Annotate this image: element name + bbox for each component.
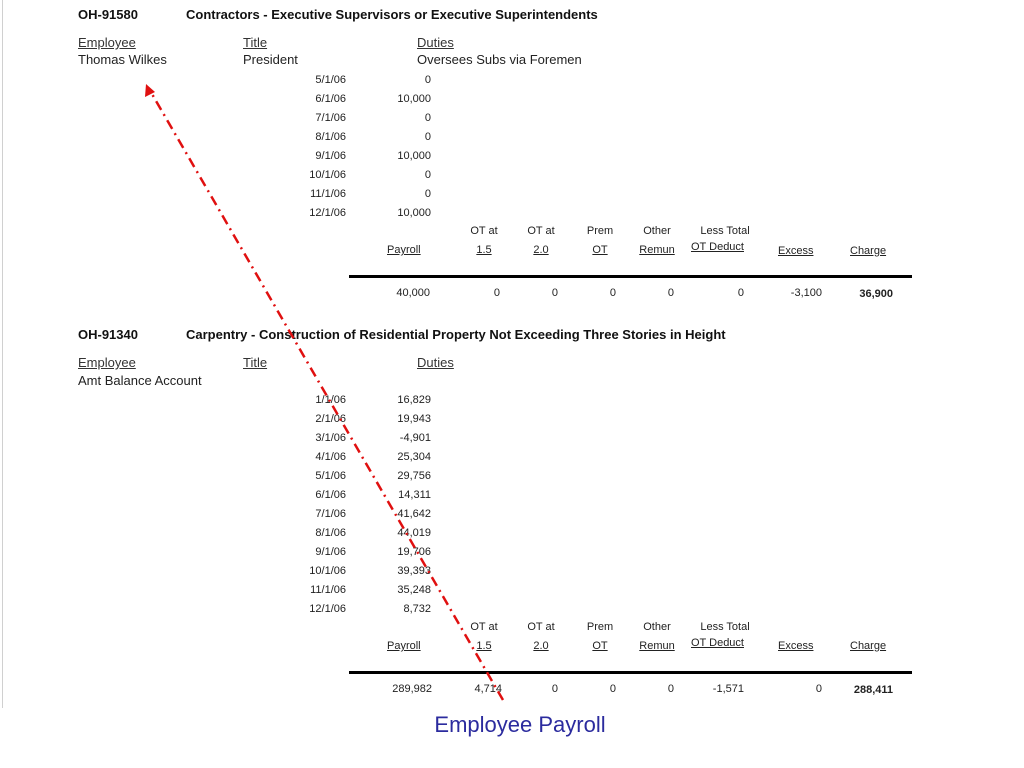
- section1-total-ot20: 0: [551, 287, 558, 299]
- section1-row-amount: 0: [424, 74, 431, 86]
- section1-row-date: 8/1/06: [315, 131, 346, 143]
- slide-caption: Employee Payroll: [434, 712, 606, 737]
- section2-row-date: 9/1/06: [315, 546, 346, 558]
- section2-row-date: 10/1/06: [309, 565, 346, 577]
- section2-row-date: 7/1/06: [315, 508, 346, 520]
- section2-col-prem-bottom: OT: [592, 640, 608, 652]
- section1-duties-header: Duties: [417, 35, 454, 50]
- section1-row-date: 11/1/06: [310, 188, 346, 200]
- section1-row-amount: 10,000: [397, 207, 431, 219]
- section2-col-other-top: Other: [643, 621, 671, 633]
- section1-title: Contractors - Executive Supervisors or Executive Superintendents: [186, 7, 598, 22]
- section2-row-amount: 19,706: [397, 546, 431, 558]
- section2-row-amount: 39,393: [397, 565, 431, 577]
- section2-total-ot15: 4,714: [474, 683, 502, 695]
- section2-duties-header: Duties: [417, 355, 454, 370]
- section1-row-date: 10/1/06: [309, 169, 346, 181]
- section1-row-date: 9/1/06: [315, 150, 346, 162]
- section1-row-date: 12/1/06: [309, 207, 346, 219]
- section2-total-other: 0: [667, 683, 674, 695]
- section2-total-ot20: 0: [551, 683, 558, 695]
- section2-row-date: 5/1/06: [315, 470, 346, 482]
- section1-col-payroll: Payroll: [387, 244, 421, 256]
- section2-row-date: 8/1/06: [315, 527, 346, 539]
- section1-col-other-top: Other: [643, 225, 671, 237]
- section2-total-payroll: 289,982: [392, 683, 432, 695]
- section1-row-date: 5/1/06: [315, 74, 346, 86]
- section2-code: OH-91340: [78, 327, 138, 342]
- section1-total-charge: 36,900: [859, 288, 893, 300]
- section1-code: OH-91580: [78, 7, 138, 22]
- section2-row-date: 12/1/06: [309, 603, 346, 615]
- section1-employee-title: President: [243, 52, 298, 67]
- section2-col-less-top: Less Total: [700, 621, 750, 633]
- section2-col-charge: Charge: [850, 640, 887, 652]
- section1-total-prem: 0: [609, 287, 616, 299]
- section1-employee-duties: Oversees Subs via Foremen: [417, 52, 582, 67]
- section2-col-other-bottom: Remun: [639, 640, 675, 652]
- section2-row-amount: 35,248: [397, 584, 431, 596]
- section1-row-amount: 0: [424, 112, 431, 124]
- section2-row-amount: 19,943: [397, 413, 431, 425]
- section2-col-ot20-bottom: 2.0: [533, 640, 549, 652]
- section2-row-amount: 14,311: [398, 489, 431, 501]
- section2-row-date: 2/1/06: [315, 413, 346, 425]
- section1-row-date: 7/1/06: [315, 112, 346, 124]
- section1-col-ot15-top: OT at: [470, 225, 498, 237]
- section2-col-ot15-bottom: 1.5: [476, 640, 492, 652]
- section2-col-payroll: Payroll: [387, 640, 421, 652]
- section2-employee-header: Employee: [78, 355, 136, 370]
- section1-col-prem-top: Prem: [586, 225, 614, 237]
- section2-row-amount: 29,756: [397, 470, 431, 482]
- annotation-dashdot-line: [152, 94, 503, 700]
- section2-title-header: Title: [243, 355, 268, 370]
- section2-title: Carpentry - Construction of Residential Property Not Exceeding Three Stories in Height: [186, 327, 726, 342]
- section2-row-amount: 25,304: [397, 451, 431, 463]
- section1-col-ot20-bottom: 2.0: [533, 244, 549, 256]
- section2-total-prem: 0: [609, 683, 616, 695]
- section1-row-amount: 10,000: [397, 93, 431, 105]
- section1-total-less: 0: [737, 287, 744, 299]
- section1-row-amount: 0: [424, 188, 431, 200]
- section2-col-less-bottom: OT Deduct: [691, 637, 744, 649]
- section1-row-date: 6/1/06: [315, 93, 346, 105]
- section2-row-date: 4/1/06: [315, 451, 346, 463]
- section1-total-other: 0: [667, 287, 674, 299]
- section1-col-prem-bottom: OT: [592, 244, 608, 256]
- section1-total-excess: -3,100: [790, 287, 822, 299]
- section1-col-less-bottom: OT Deduct: [691, 241, 744, 253]
- section2-col-excess: Excess: [778, 640, 814, 652]
- section1-col-ot15-bottom: 1.5: [476, 244, 492, 256]
- section1-col-charge: Charge: [850, 245, 887, 257]
- section2-row-date: 6/1/06: [315, 489, 346, 501]
- section1-col-ot20-top: OT at: [527, 225, 555, 237]
- section2-employee-name: Amt Balance Account: [78, 373, 202, 388]
- section1-total-ot15: 0: [493, 287, 500, 299]
- section2-total-charge: 288,411: [853, 684, 893, 696]
- section1-row-amount: 0: [424, 169, 431, 181]
- section2-row-amount: -4,901: [399, 432, 431, 444]
- section2-col-ot15-top: OT at: [470, 621, 498, 633]
- section1-row-amount: 10,000: [397, 150, 431, 162]
- section2-col-prem-top: Prem: [586, 621, 614, 633]
- section2-total-less: -1,571: [712, 683, 744, 695]
- section1-col-less-top: Less Total: [700, 225, 750, 237]
- section2-row-amount: 44,019: [397, 527, 431, 539]
- section2-total-excess: 0: [815, 683, 822, 695]
- section2-row-amount: 8,732: [403, 603, 431, 615]
- section2-row-date: 3/1/06: [315, 432, 346, 444]
- section1-employee-header: Employee: [78, 35, 136, 50]
- section1-col-excess: Excess: [778, 245, 814, 257]
- section2-row-date: 1/1/06: [315, 394, 346, 406]
- section2-row-date: 11/1/06: [310, 584, 346, 596]
- section2-row-amount: 16,829: [397, 394, 431, 406]
- section1-title-header: Title: [243, 35, 268, 50]
- section2-row-amount: 41,642: [397, 508, 431, 520]
- section1-row-amount: 0: [424, 131, 431, 143]
- section1-col-other-bottom: Remun: [639, 244, 675, 256]
- section1-total-payroll: 40,000: [396, 287, 430, 299]
- section1-employee-name: Thomas Wilkes: [78, 52, 167, 67]
- section2-col-ot20-top: OT at: [527, 621, 555, 633]
